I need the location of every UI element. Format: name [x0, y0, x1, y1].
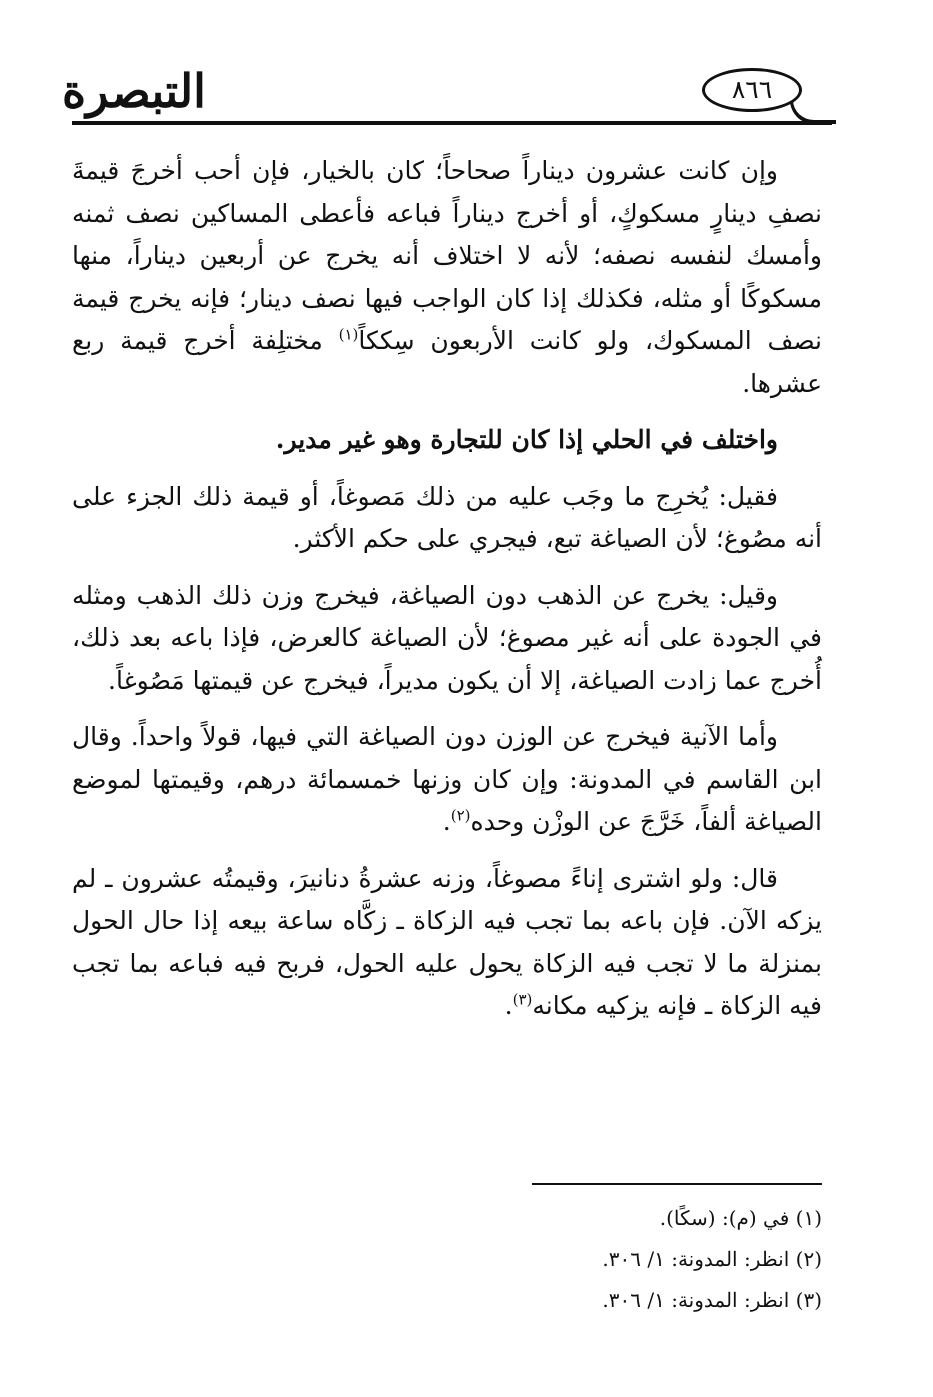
page-header — [0, 0, 933, 140]
paragraph-5-text: قال: ولو اشترى إناءً مصوغاً، وزنه عشرةُ دنانيرَ، وقيمتُه عشرون ـ لم يزكه الآن. فإن باعه بما تجب فيه الزكاة ـ زكَّاه ساعة بيعه إذا حال الحول بمنزلة ما لا تجب فيه الزكاة يحول عليه الحول، فربح فيه فباعه بما تجب فيه الزكاة ـ فإنه يزكيه مكانه — [72, 863, 822, 1020]
footnote-1: (١) في (م): (سكًا). — [659, 1206, 822, 1230]
footnote-ref-1: (١) — [338, 325, 359, 344]
page-number: ٨٦٦ — [702, 68, 802, 112]
section-heading: واختلف في الحلي إذا كان للتجارة وهو غير مدير. — [275, 425, 778, 454]
paragraph-5 — [72, 858, 822, 1028]
footnote-ref-2: (٢) — [450, 806, 471, 825]
paragraph-5-tail: . — [504, 991, 513, 1020]
paragraph-3: وقيل: يخرج عن الذهب دون الصياغة، فيخرج وزن ذلك الذهب ومثله في الجودة على أنه غير مصوغ؛ لأن الصياغة كالعرض، فإذا باعه بعد ذلك، أُخرج عما زادت الصياغة، إلا أن يكون مديراً، فيخرج عن قيمتها مَصُوغاً. — [72, 580, 822, 695]
main-text — [72, 150, 822, 1042]
footnotes — [72, 1198, 822, 1321]
paragraph-2: فقيل: يُخرِج ما وجَب عليه من ذلك مَصوغاً، أو قيمة ذلك الجزء على أنه مصُوغ؛ لأن الصياغة تبع، فيجري على حكم الأكثر. — [72, 481, 822, 553]
book-title: التبصرة — [62, 64, 206, 118]
header-rule — [72, 121, 832, 125]
footnote-3: (٣) انظر: المدونة: ١/ ٣٠٦. — [602, 1288, 822, 1312]
paragraph-1-tail: مختلِفة أخرج قيمة ربع عشرها. — [72, 326, 822, 398]
paragraph-1 — [72, 150, 822, 405]
paragraph-4-tail: . — [442, 807, 451, 836]
paragraph-4-text: وأما الآنية فيخرج عن الوزن دون الصياغة التي فيها، قولاً واحداً. وقال ابن القاسم في المدونة: وإن كان وزنها خمسمائة درهم، وقيمتها لموضع الصياغة ألفاً، خَرَّجَ عن الوزْن وحده — [72, 722, 822, 836]
footnote-ref-3: (٣) — [512, 990, 533, 1009]
footnote-2: (٢) انظر: المدونة: ١/ ٣٠٦. — [602, 1247, 822, 1271]
paragraph-1-text: وإن كانت عشرون ديناراً صحاحاً؛ كان بالخيار، فإن أحب أخرجَ قيمةَ نصفِ دينارٍ مسكوكٍ، أو أخرج ديناراً فباعه فأعطى المساكين نصف ثمنه وأمسك لنفسه نصفه؛ لأنه لا اختلاف أنه يخرج عن أربعين ديناراً، منها مسكوكًا أو مثله، فكذلك إذا كان الواجب فيها نصف دينار؛ فإنه يخرج قيمة نصف المسكوك، ولو كانت الأربعون سِككاً — [72, 156, 822, 355]
paragraph-4 — [72, 716, 822, 844]
footnote-separator — [532, 1183, 822, 1185]
